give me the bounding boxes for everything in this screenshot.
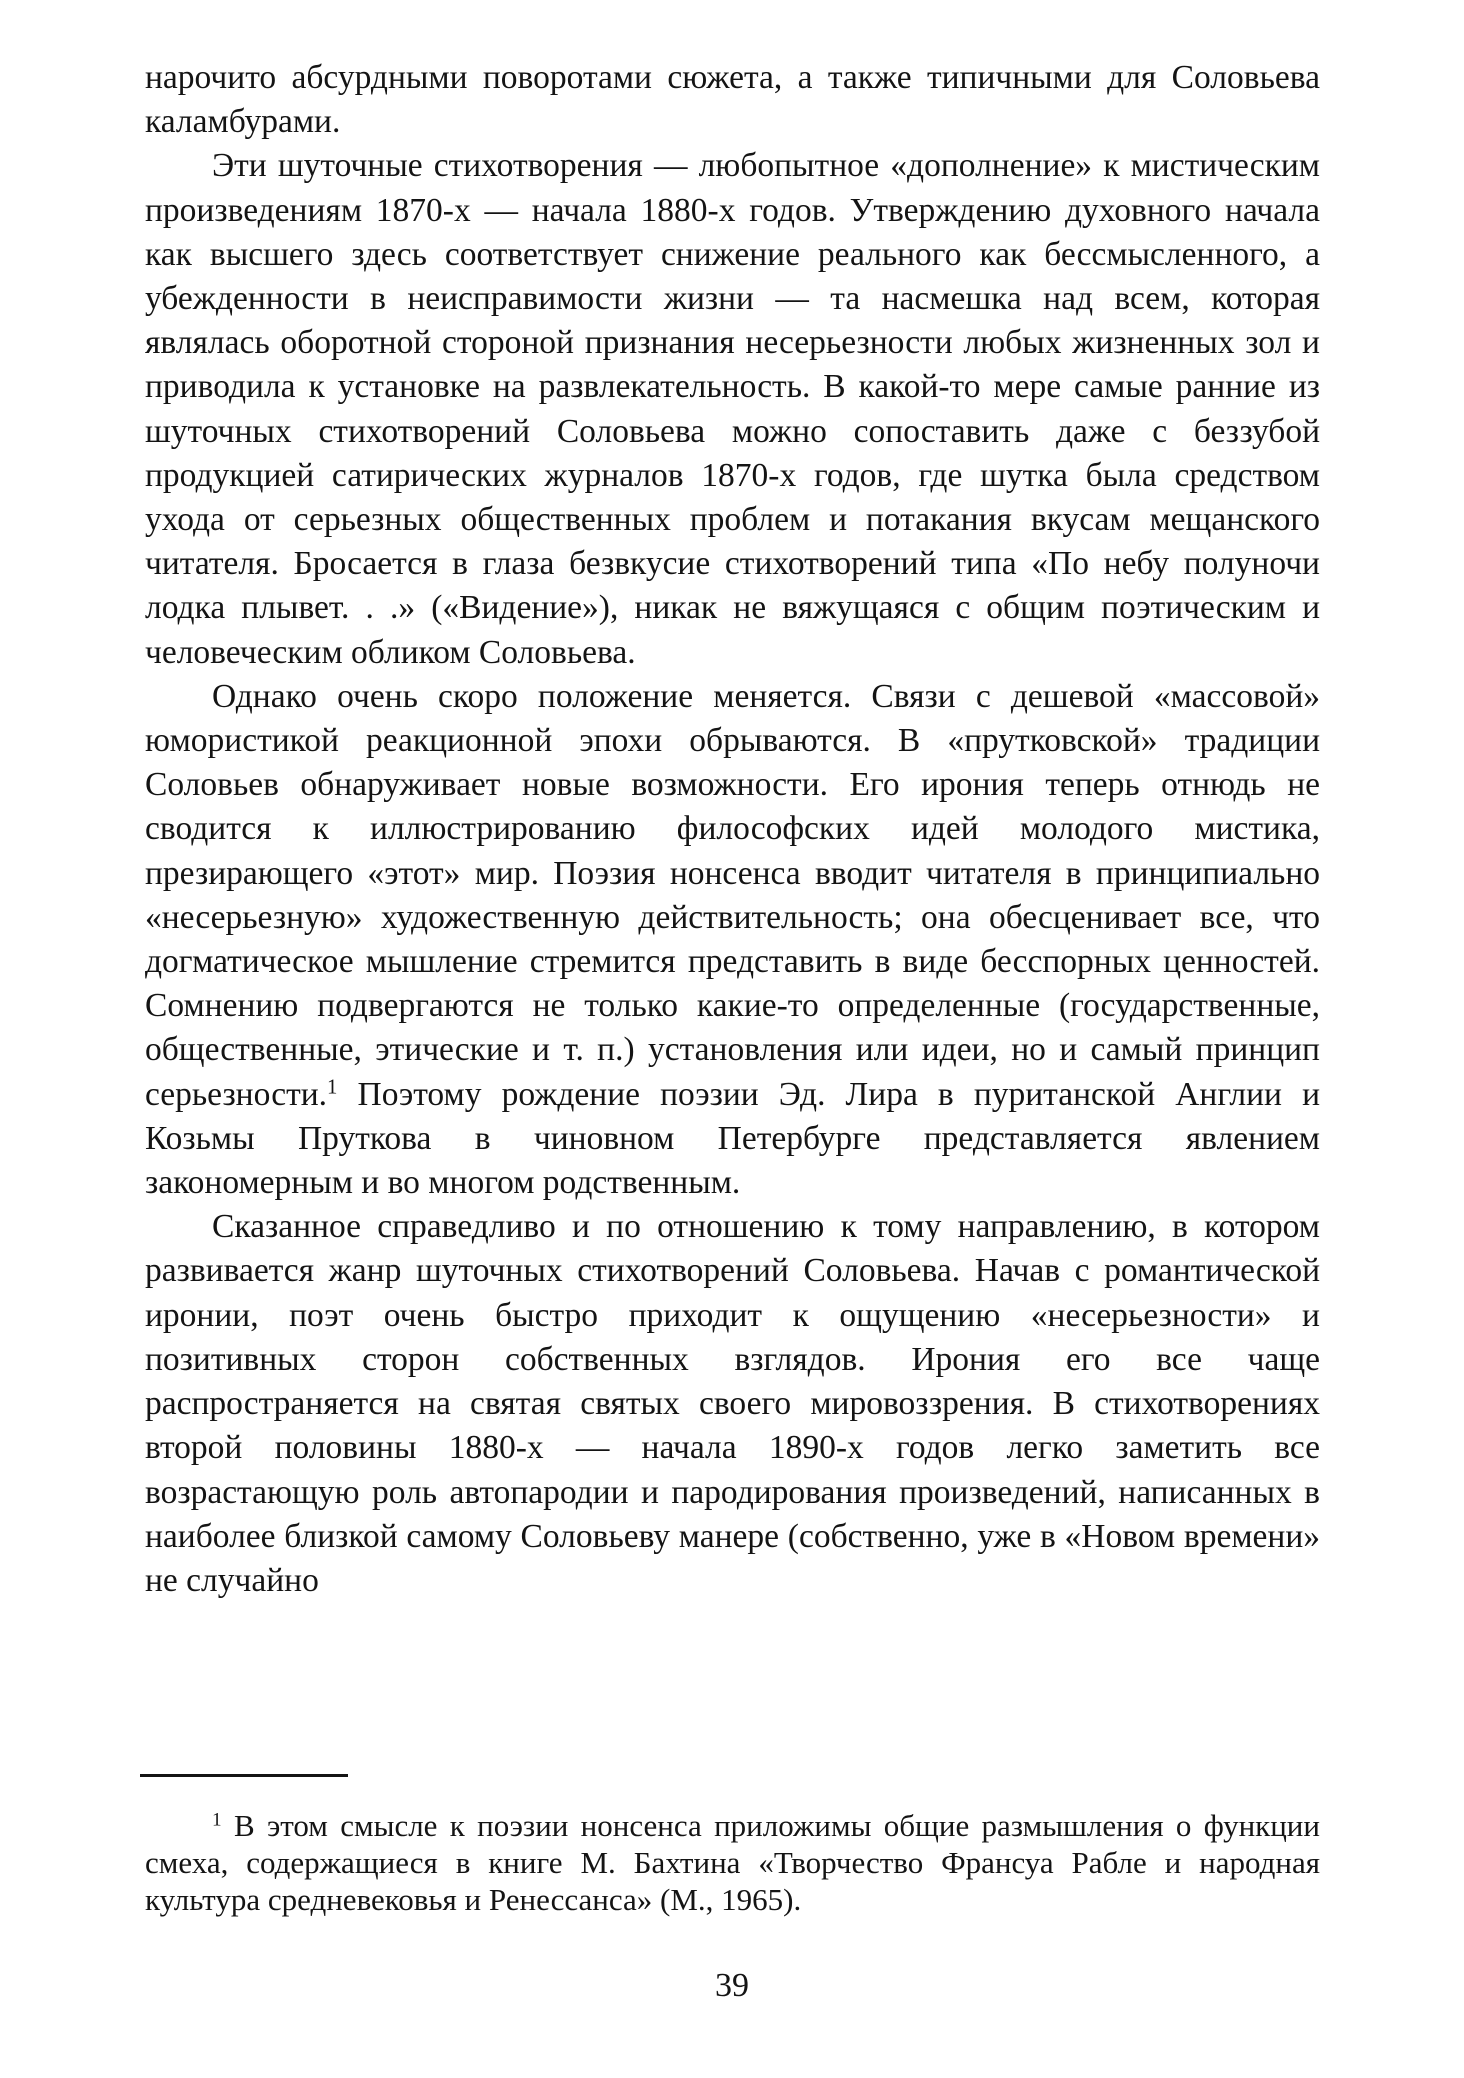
paragraph-2 [145, 144, 1320, 674]
paragraph-2-text: Эти шуточные стихотворения — любопытное «дополнение» к мистическим произведениям 1870-х — начала 1880-х годов. Утверждению духовного начала как высшего здесь соответствует снижение реального как бессмысленного, а убежденности в неисправимости жизни — та насмешка над всем, которая являлась оборотной стороной признания несерьезности любых жизненных зол и приводила к установке на развлекательность. В какой-то мере самые ранние из шуточных стихотворений Соловьева можно сопоставить даже с беззубой продукцией сатирических журналов 1870-х годов, где шутка была средством ухода от серьезных общественных проблем и потакания вкусам мещанского читателя. Бросается в глаза безвкусие стихотворений типа «По небу полуночи лодка плывет. . .» («Видение»), никак не вяжущаяся с общим поэтическим и человеческим обликом Соловьева. [145, 147, 1320, 671]
footnotes [145, 1807, 1320, 1918]
paragraph-4-text: Сказанное справедливо и по отношению к тому направлению, в котором развивается жанр шуточных стихотворений Соловьева. Начав с романтической иронии, поэт очень быстро приходит к ощущению «несерьезности» и позитивных сторон собственных взглядов. Ирония его все чаще распространяется на святая святых своего мировоззрения. В стихотворениях второй половины 1880-х — начала 1890-х годов легко заметить все возрастающую роль автопародии и пародирования произведений, написанных в наиболее близкой самому Соловьеву манере (собственно, уже в «Новом времени» не случайно [145, 1208, 1320, 1599]
paragraph-1 [145, 56, 1320, 144]
footnote-reference: 1 [327, 1075, 338, 1099]
paragraph-1-text: нарочито абсурдными поворотами сюжета, а также типичными для Соловьева каламбурами. [145, 59, 1320, 141]
footnote-divider [140, 1774, 348, 1777]
page-number: 39 [715, 1967, 749, 2004]
paragraph-3-text: Однако очень скоро положение меняется. Связи с дешевой «массовой» юмористикой реакционной эпохи обрываются. В «прутковской» традиции Соловьев обнаруживает новые возможности. Его ирония теперь отнюдь не сводится к иллюстрированию философских идей молодого мистика, презирающего «этот» мир. Поэзия нонсенса вводит читателя в принципиально «несерьезную» художественную действительность; она обесценивает все, что догматическое мышление стремится представить в виде бесспорных ценностей. Сомнению подвергаются не только какие-то определенные (государственные, общественные, этические и т. п.) установления или идеи, но и самый принцип серьезности. [145, 677, 1320, 1113]
paragraph-3-text-continued: Поэтому рождение поэзии Эд. Лира в пуританской Англии и Козьмы Пруткова в чиновном Петербурге представляется явлением закономерным и во многом родственным. [145, 1075, 1320, 1202]
body-text [145, 56, 1320, 1603]
paragraph-3 [145, 675, 1320, 1205]
footnote-1 [145, 1807, 1320, 1918]
paragraph-4 [145, 1205, 1320, 1603]
footnote-text: В этом смысле к поэзии нонсенса приложимы общие размышления о функции смеха, содержащиеся в книге М. Бахтина «Творчество Франсуа Рабле и народная культура средневековья и Ренессанса» (М., 1965). [145, 1808, 1320, 1917]
footnote-marker: 1 [212, 1809, 222, 1831]
